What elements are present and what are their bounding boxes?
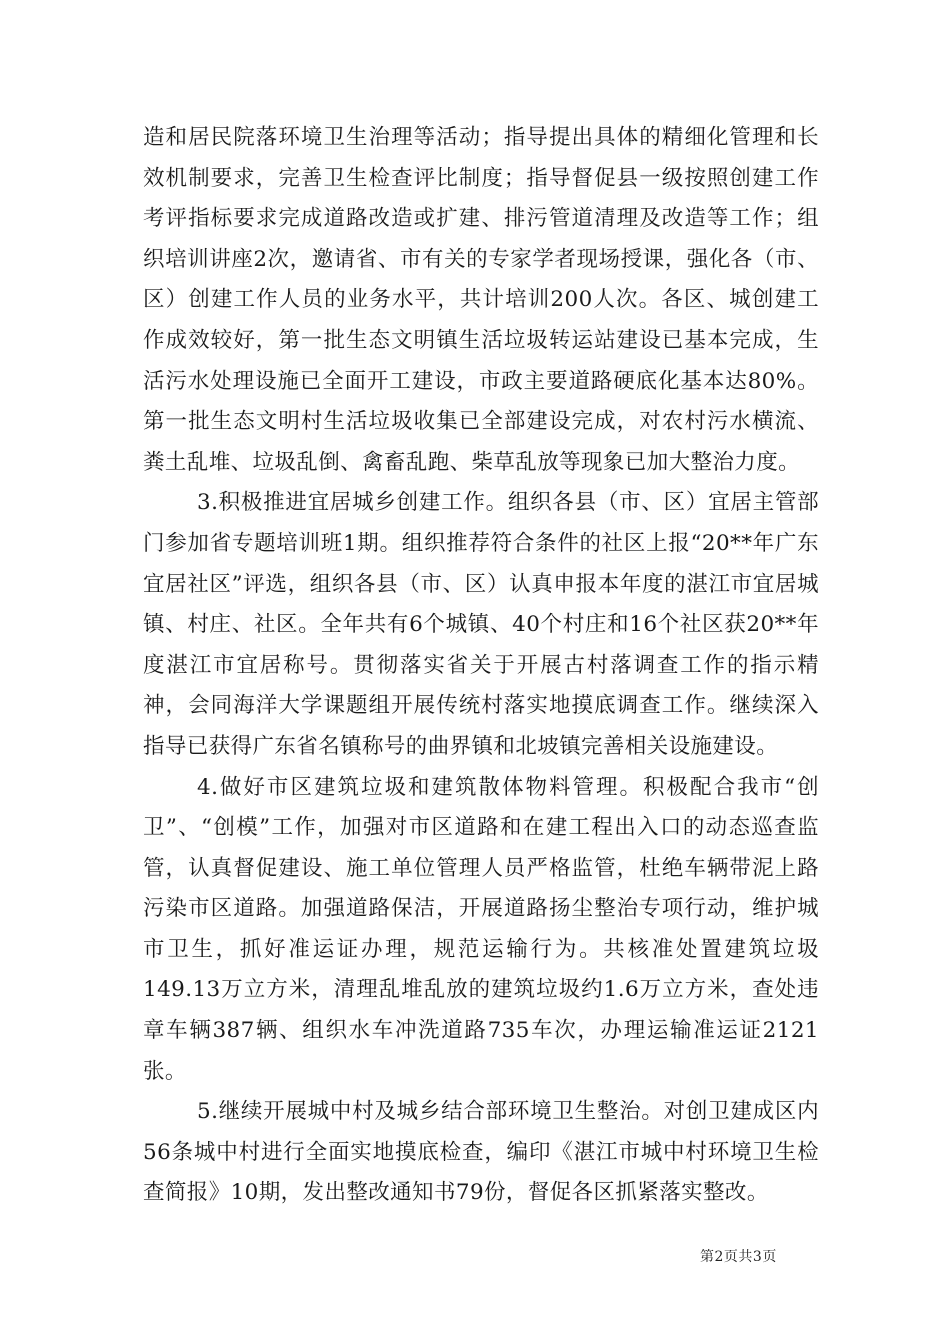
paragraph-3-livable-urban-rural: 3.积极推进宜居城乡创建工作。组织各县（市、区）宜居主管部门参加省专题培训班1期。组织推荐符合条件的社区上报“20**年广东宜居社区”评选，组织各县（市、区）认真申报本年度的湛江市宜居城镇、村庄、社区。全年共有6个城镇、40个村庄和16个社区获20**年度湛江市宜居称号。贯彻落实省关于开展古村落调查工作的指示精神，会同海洋大学课题组开展传统村落实地摸底调查工作。继续深入指导已获得广东省名镇称号的曲界镇和北坡镇完善相关设施建设。 bbox=[143, 490, 819, 759]
page-number: 第2页共3页 bbox=[700, 1249, 777, 1265]
paragraph-5-urban-village-sanitation: 5.继续开展城中村及城乡结合部环境卫生整治。对创卫建成区内56条城中村进行全面实地摸底检查，编印《湛江市城中村环境卫生检查简报》10期，发出整改通知书79份，督促各区抓紧落实整改。 bbox=[143, 1099, 819, 1206]
document-body bbox=[143, 118, 819, 1214]
paragraph-4-construction-waste: 4.做好市区建筑垃圾和建筑散体物料管理。积极配合我市“创卫”、“创模”工作，加强对市区道路和在建工程出入口的动态巡查监管，认真督促建设、施工单位管理人员严格监管，杜绝车辆带泥上路污染市区道路。加强道路保洁，开展道路扬尘整治专项行动，维护城市卫生，抓好准运证办理，规范运输行为。共核准处置建筑垃圾149.13万立方米，清理乱堆乱放的建筑垃圾约1.6万立方米，查处违章车辆387辆、组织水车冲洗道路735车次，办理运输准运证2121张。 bbox=[143, 774, 819, 1084]
paragraph-continued: 造和居民院落环境卫生治理等活动；指导提出具体的精细化管理和长效机制要求，完善卫生检查评比制度；指导督促县一级按照创建工作考评指标要求完成道路改造或扩建、排污管道清理及改造等工作；组织培训讲座2次，邀请省、市有关的专家学者现场授课，强化各（市、区）创建工作人员的业务水平，共计培训200人次。各区、城创建工作成效较好，第一批生态文明镇生活垃圾转运站建设已基本完成，生活污水处理设施已全面开工建设，市政主要道路硬底化基本达80%。第一批生态文明村生活垃圾收集已全部建设完成，对农村污水横流、粪土乱堆、垃圾乱倒、禽畜乱跑、柴草乱放等现象已加大整治力度。 bbox=[143, 125, 819, 475]
